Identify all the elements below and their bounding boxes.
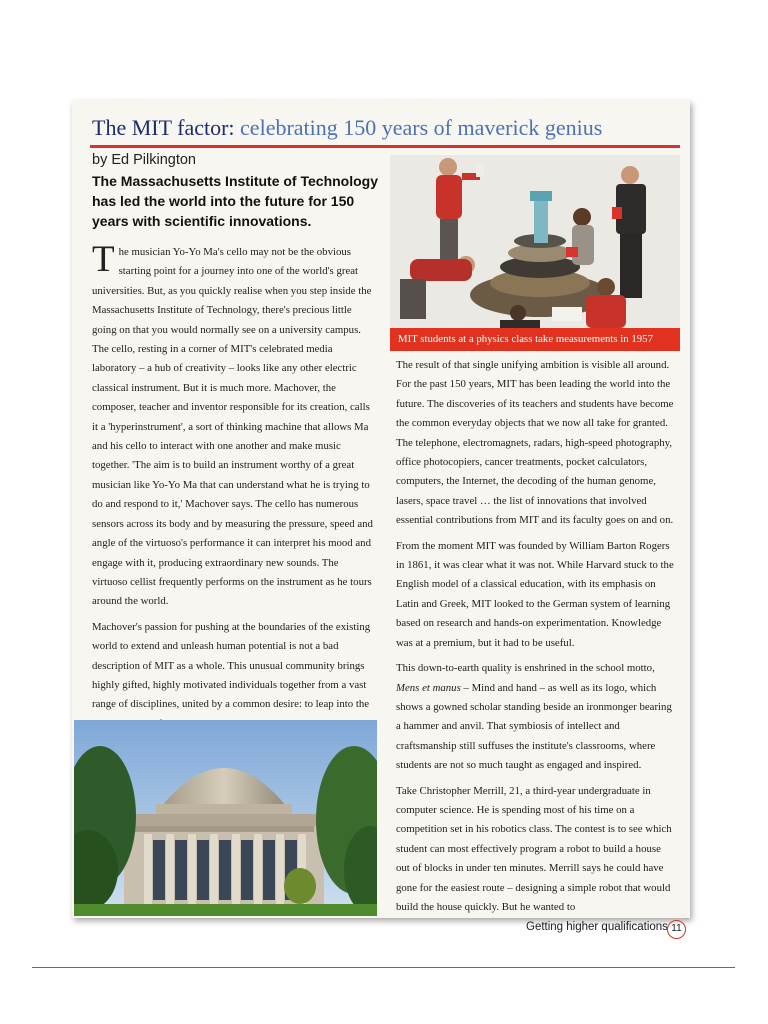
title-light: celebrating 150 years of maverick genius <box>240 115 603 140</box>
drop-cap: T <box>92 239 115 280</box>
paragraph <box>396 659 676 775</box>
paragraph: The result of that single unifying ambition is visible all around. For the past 150 years, MIT has been leading the world into the future. The discoveries of its teachers and students have become the common everyday objects that we now all take for granted. The telephone, electromagnets, radars, high-speed photography, office photocopiers, cancer treatments, pocket calculators, computers, the Internet, the decoding of the human genome, lasers, space travel … the list of innovations that involved essential contributions from MIT and its faculty goes on and on. <box>396 359 674 527</box>
paragraph: Take Christopher Merrill, 21, a third-year undergraduate in computer science. He is spending most of his time on a competition set in his robotics class. The contest is to see which student can most effectively program a robot to build a house out of blocks in under ten minutes. Merrill says he could have gone for the easiest route – designing a simple robot that would build the house quickly. But he wanted to <box>396 784 672 913</box>
paragraph: Machover's passion for pushing at the boundaries of the existing world to extend and unleash human potential is not a bad description of MIT as a whole. This unusual community brings highly gifted, highly motivated individuals together from a vast range of disciplines, united by a common desire: to leap into the <box>92 620 371 711</box>
byline: by Ed Pilkington <box>92 152 196 168</box>
paragraph-text: This down-to-earth quality is enshrined in the school motto, <box>396 662 655 675</box>
school-motto: Mens et manus <box>396 681 461 694</box>
standfirst: The Massachusetts Institute of Technology has led the world into the future for 150 years with scientific innovations. <box>92 173 379 229</box>
right-column <box>396 356 676 923</box>
paragraph <box>92 239 376 612</box>
paragraph-text: he musician Yo-Yo Ma's cello may not be the obvious starting point for a journey into one of the world's great universities. But, as you quickly realise when you step inside the Massachusetts Institute of Technology, there's precious little going on that you would normally see on a university campus. The cello, resting in a corner of MIT's celebrated media laboratory – a hub of creativity – looks like any other electric classical instrument. But it is much more. Machover, the composer, teacher and inventor responsible for its creation, calls it a 'hyperinstrument', a sort of thinking machine that allows Ma and his cello to interact with one another and make music together. 'The aim is to build an instrument worthy of a great musician like Yo-Yo Ma that can understand what he is trying to do and respond to it,' Machover says. The cello has numerous sensors across its body and by measuring the pressure, speed and angle of the virtuoso's performance it can interpret his mood and engage with it, producing extraordinary new sounds. The virtuoso cellist frequently performs on the instrument as he tours around the world. <box>92 246 373 608</box>
paragraph: From the moment MIT was founded by William Barton Rogers in 1861, it was clear what it was not. While Harvard stuck to the English model of a classical education, with its emphasis on Latin and Greek, MIT looked to the German system of learning based on research and hands-on experimentation. Knowledge was at a premium, but it had to be useful. <box>396 539 674 649</box>
article-page <box>72 100 690 918</box>
article-title <box>92 114 682 142</box>
section-label: Getting higher qualifications <box>526 921 668 933</box>
mit-dome-photo <box>74 720 377 916</box>
title-rule <box>90 145 680 148</box>
mit-dome-illustration <box>74 720 377 916</box>
left-column <box>92 239 376 740</box>
physics-class-photo <box>390 155 680 328</box>
bottom-rule <box>32 967 735 968</box>
title-strong: The MIT factor: <box>92 115 235 140</box>
page-number: 11 <box>667 920 686 939</box>
paragraph-text: – Mind and hand – as well as its logo, which shows a gowned scholar standing beside an ironmonger bearing a hammer and anvil. That symbiosis of intellect and craftsmanship still suffuses the institute's classrooms, where students are not so much taught as engaged and inspired. <box>396 681 672 772</box>
photo-caption: MIT students at a physics class take measurements in 1957 <box>390 328 680 351</box>
physics-class-illustration <box>390 155 680 328</box>
